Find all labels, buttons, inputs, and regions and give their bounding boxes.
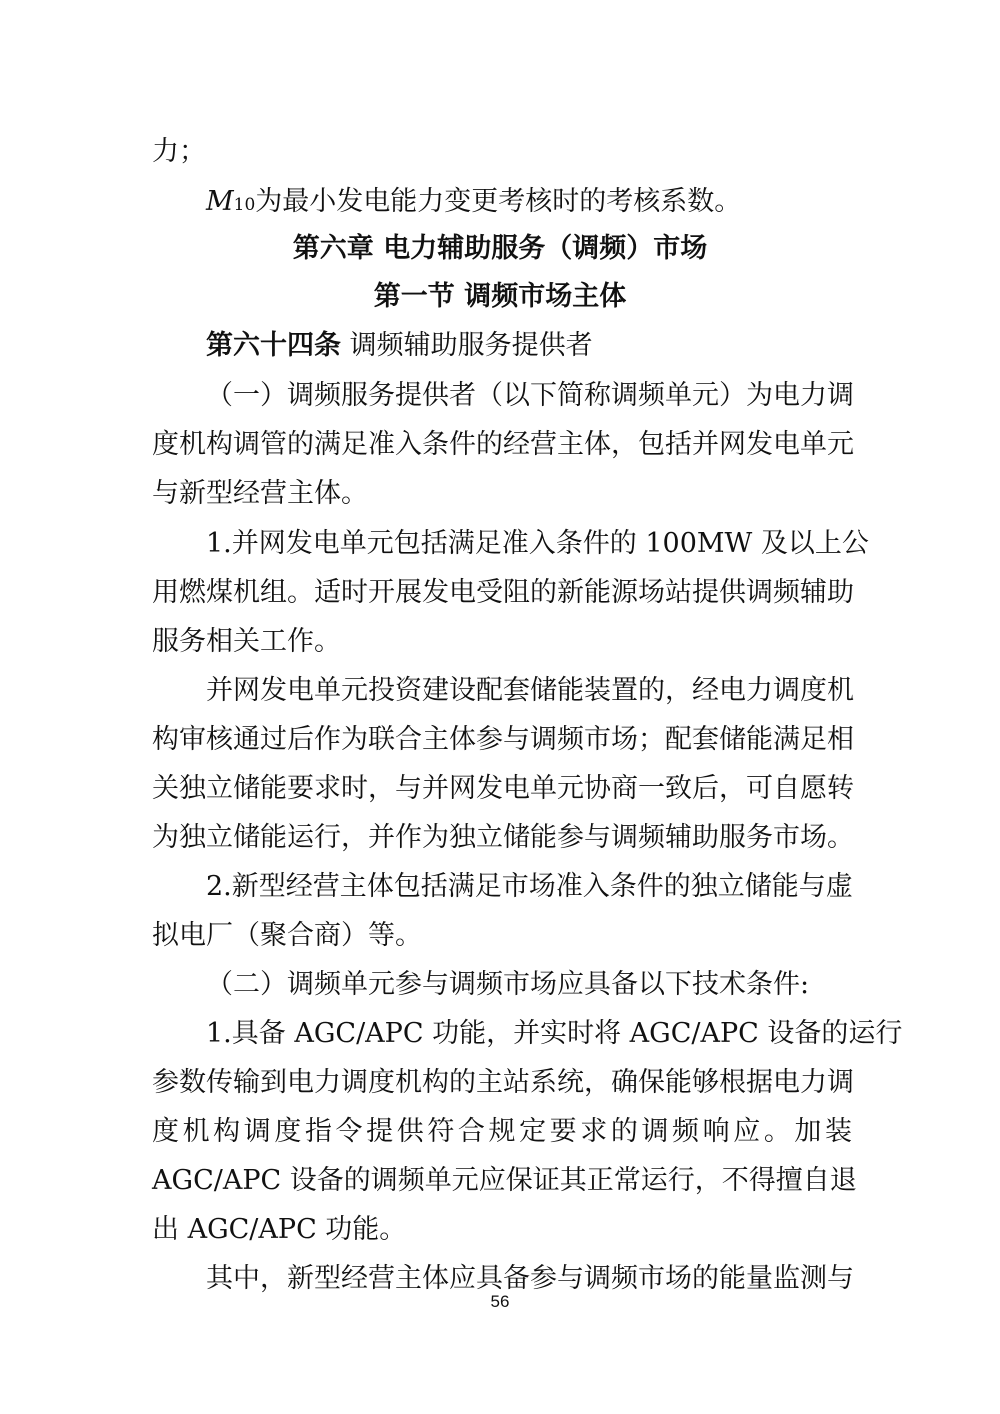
text-line: 其中，新型经营主体应具备参与调频市场的能量监测与: [206, 1263, 854, 1294]
article-number: 第六十四条: [206, 330, 341, 361]
article-title: 调频辅助服务提供者: [349, 330, 593, 361]
text-line: 服务相关工作。: [152, 626, 341, 657]
text-line: 出 AGC/APC 功能。: [152, 1214, 407, 1245]
text-line: 与新型经营主体。: [152, 478, 368, 509]
variable-m: M: [206, 186, 234, 217]
text-line: 1.并网发电单元包括满足准入条件的 100MW 及以上公: [206, 528, 869, 559]
text-line: [206, 178, 852, 226]
text-line: 2.新型经营主体包括满足市场准入条件的独立储能与虚: [206, 871, 853, 902]
page-number: 56: [490, 1292, 510, 1311]
variable-subscript: 10: [233, 195, 256, 215]
text-line: 构审核通过后作为联合主体参与调频市场；配套储能满足相: [152, 724, 854, 755]
text-line: 1.具备 AGC/APC 功能，并实时将 AGC/APC 设备的运行: [206, 1018, 903, 1049]
text-line: 为独立储能运行，并作为独立储能参与调频辅助服务市场。: [152, 822, 854, 853]
text-line: 拟电厂（聚合商）等。: [152, 920, 422, 951]
text-span: 为最小发电能力变更考核时的考核系数。: [255, 186, 742, 217]
section-heading: 第一节 调频市场主体: [373, 281, 627, 312]
text-line: （一）调频服务提供者（以下简称调频单元）为电力调: [206, 380, 854, 411]
article-line: [206, 322, 852, 370]
text-line: 度机构调管的满足准入条件的经营主体，包括并网发电单元: [152, 429, 854, 460]
text-line: 度机构调度指令提供符合规定要求的调频响应。加装: [152, 1116, 852, 1147]
chapter-heading: 第六章 电力辅助服务（调频）市场: [292, 233, 708, 264]
text-line: 用燃煤机组。适时开展发电受阻的新能源场站提供调频辅助: [152, 577, 854, 608]
text-line: 力；: [152, 136, 206, 167]
text-line: （二）调频单元参与调频市场应具备以下技术条件:: [206, 969, 810, 1000]
text-line: 并网发电单元投资建设配套储能装置的，经电力调度机: [206, 675, 854, 706]
text-line: 参数传输到电力调度机构的主站系统，确保能够根据电力调: [152, 1067, 854, 1098]
text-line: AGC/APC 设备的调频单元应保证其正常运行，不得擅自退: [152, 1165, 857, 1196]
text-line: 关独立储能要求时，与并网发电单元协商一致后，可自愿转: [152, 773, 854, 804]
